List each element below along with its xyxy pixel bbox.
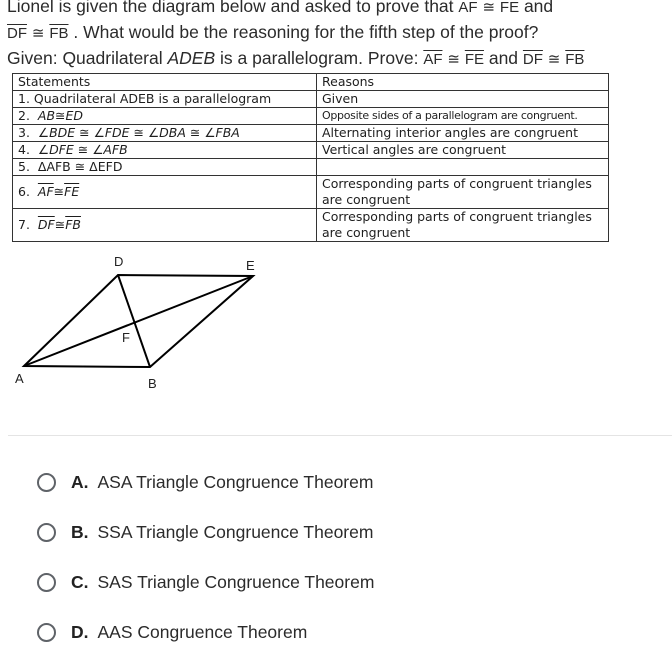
reason-cell: Corresponding parts of congruent triangles are congruent (317, 209, 609, 242)
question-prompt: . What would be the reasoning for the fifth step of the proof? (68, 22, 539, 42)
radio-button[interactable] (37, 623, 56, 642)
option-text: SAS Triangle Congruence Theorem (97, 571, 375, 592)
option-letter: D. (71, 621, 89, 642)
reasons-header: Reasons (317, 74, 609, 91)
radio-button[interactable] (37, 573, 56, 592)
statement-cell: 4. ∠DFE ≅ ∠AFB (13, 142, 317, 159)
congruent-symbol: ≅ (447, 51, 460, 68)
option-d[interactable] (37, 618, 307, 646)
statement-cell: 7. $\overline{DF}≅\overline{FB}$ (13, 209, 317, 242)
reason-cell: Vertical angles are congruent (317, 142, 609, 159)
radio-button[interactable] (37, 523, 56, 542)
section-divider (8, 435, 672, 436)
vertex-label-b: B (148, 376, 157, 391)
statement-cell: 3. ∠BDE ≅ ∠FDE ≅ ∠DBA ≅ ∠FBA (13, 125, 317, 142)
congruent-symbol: ≅ (482, 0, 496, 16)
segment-af: $\overline{AF}$ (458, 0, 478, 16)
segment-df: $\overline{DF}$ (522, 51, 543, 68)
parallelogram-diagram (0, 250, 280, 400)
option-a[interactable] (37, 468, 373, 496)
table-header-row (13, 74, 609, 91)
segment-fe: $\overline{FE}$ (464, 51, 484, 68)
option-text: SSA Triangle Congruence Theorem (97, 521, 374, 542)
option-c[interactable] (37, 568, 374, 596)
segment-fb: $\overline{FB}$ (49, 25, 69, 42)
option-letter: C. (71, 571, 89, 592)
option-text: AAS Congruence Theorem (97, 621, 308, 642)
question-line-1 (7, 0, 667, 20)
option-letter: B. (71, 521, 89, 542)
segment-fb: $\overline{FB}$ (565, 51, 585, 68)
table-row (13, 209, 609, 242)
given-label: Given: Quadrilateral (7, 48, 168, 68)
question-intro: Lionel is given the diagram below and asked to prove that (7, 0, 459, 16)
option-text: ASA Triangle Congruence Theorem (97, 471, 374, 492)
table-row (13, 159, 609, 176)
reason-cell: Given (317, 91, 609, 108)
radio-button[interactable] (37, 473, 56, 492)
reason-cell: Opposite sides of a parallelogram are congruent. (317, 108, 609, 125)
and-word: and (483, 48, 523, 68)
statement-cell: 1. Quadrilateral ADEB is a parallelogram (13, 91, 317, 108)
vertex-label-d: D (114, 254, 124, 269)
table-row (13, 176, 609, 209)
question-line-2 (7, 20, 667, 46)
statements-header: Statements (13, 74, 317, 91)
vertex-label-f: F (122, 330, 130, 345)
congruent-symbol: ≅ (547, 51, 561, 68)
and-word: and (519, 0, 554, 16)
reason-cell: Alternating interior angles are congruent (317, 125, 609, 142)
statement-cell: 5. ΔAFB ≅ ΔEFD (13, 159, 317, 176)
table-row (13, 108, 609, 125)
segment-df: $\overline{DF}$ (7, 25, 27, 42)
reason-cell (317, 159, 609, 176)
table-row (13, 142, 609, 159)
question-line-3 (7, 46, 667, 72)
option-letter: A. (71, 471, 89, 492)
reason-cell: Corresponding parts of congruent triangles are congruent (317, 176, 609, 209)
proof-table (12, 73, 609, 242)
segment-af: $\overline{AF}$ (423, 51, 443, 68)
segment-fe: $\overline{FE}$ (499, 0, 520, 16)
option-b[interactable] (37, 518, 373, 546)
given-rest: is a parallelogram. Prove: (215, 48, 424, 68)
vertex-label-a: A (15, 371, 24, 386)
diagonal-ae (24, 276, 253, 366)
congruent-symbol: ≅ (31, 25, 45, 42)
statement-cell: 6. $\overline{AF}≅\overline{FE}$ (13, 176, 317, 209)
diagonal-db (118, 275, 150, 367)
statement-cell: 2. $\overline{AB}≅\overline{ED}$ (13, 108, 317, 125)
table-row (13, 91, 609, 108)
vertex-label-e: E (246, 258, 255, 273)
given-shape: ADEB (167, 48, 216, 68)
question-text (7, 0, 667, 72)
table-row (13, 125, 609, 142)
